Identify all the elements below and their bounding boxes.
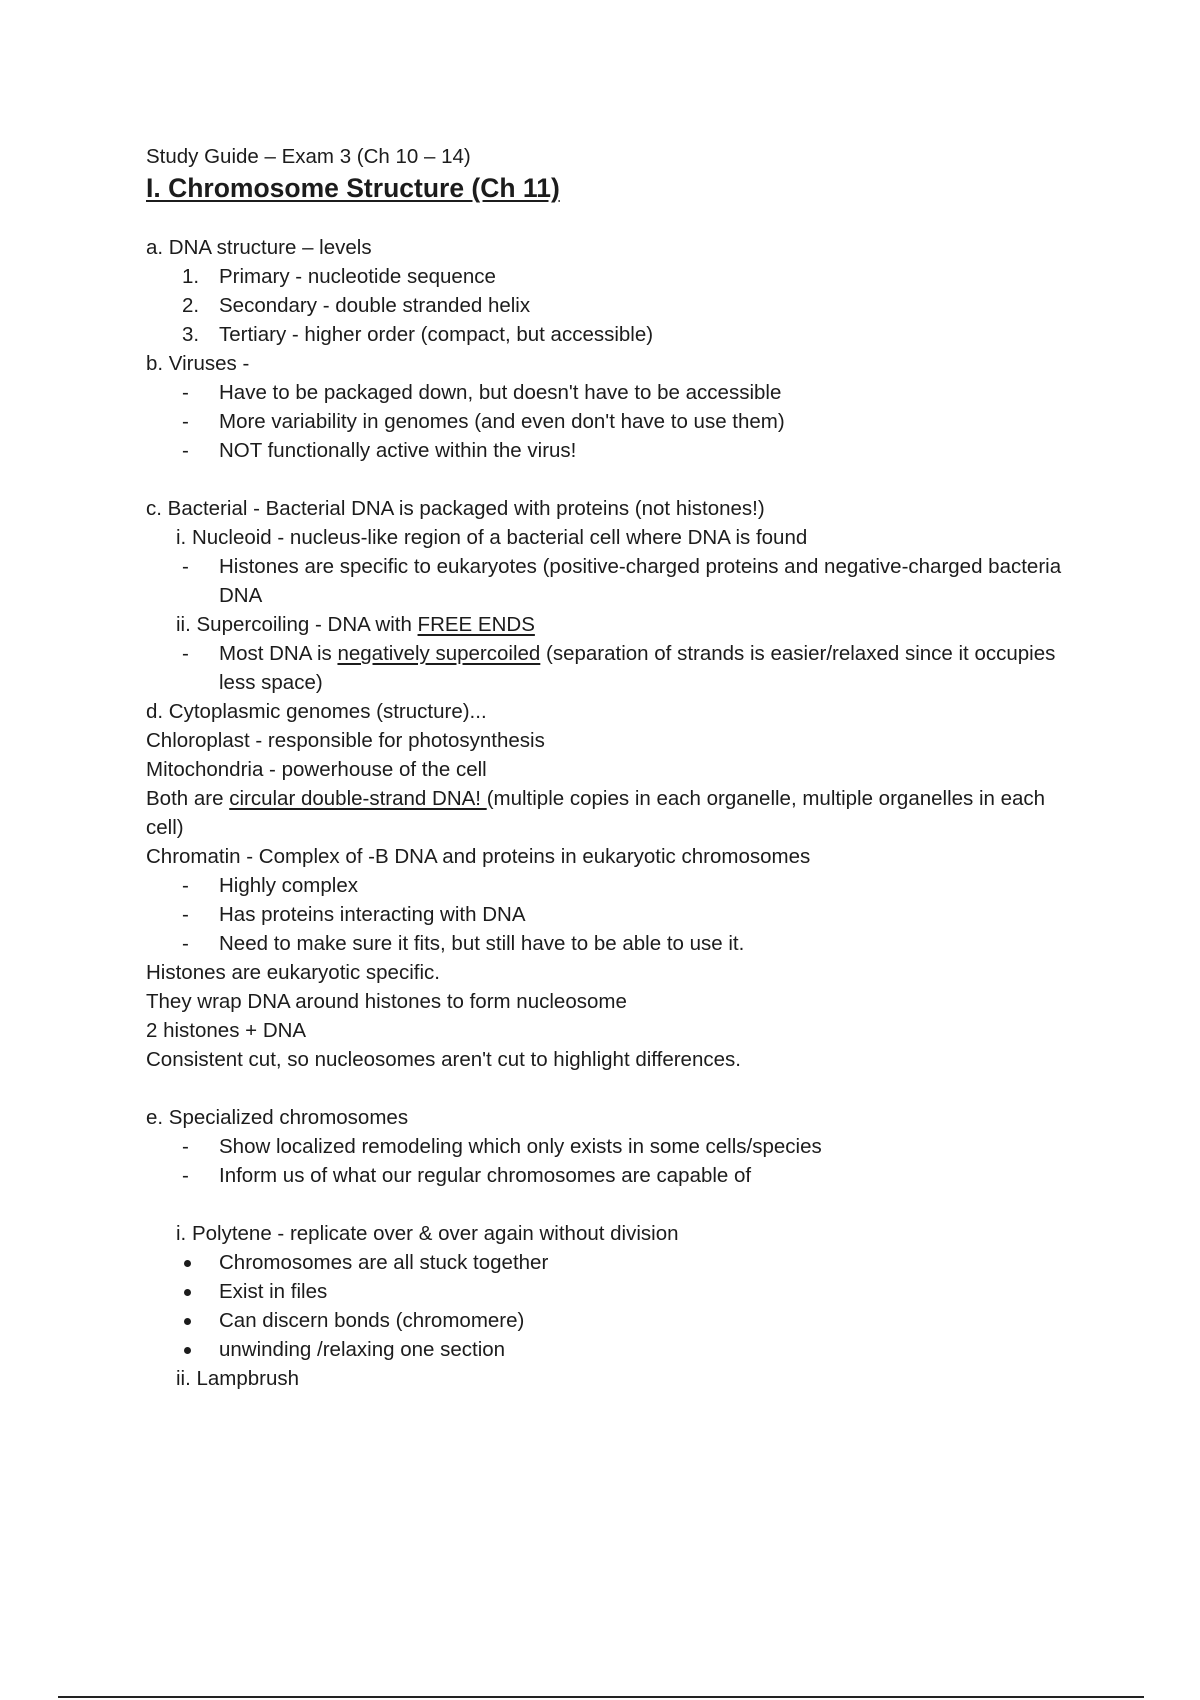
nucleoid-line: i. Nucleoid - nucleus-like region of a bacterial cell where DNA is found — [176, 526, 808, 549]
mitochondria-line: Mitochondria - powerhouse of the cell — [146, 758, 487, 781]
spacer — [146, 1190, 1086, 1219]
spacer — [146, 1074, 1086, 1103]
chromatin-line: Chromatin - Complex of -B DNA and proteins in eukaryotic chromosomes — [146, 845, 811, 868]
both-text-post: (multiple copies in each organelle, multiple organelles in each cell) — [146, 787, 1046, 839]
bullet-dot-icon — [184, 1289, 191, 1296]
polytene-line: i. Polytene - replicate over & over again without division — [176, 1222, 679, 1245]
item-text: unwinding /relaxing one section — [219, 1338, 506, 1361]
dash-item — [146, 552, 1086, 610]
item-text: NOT functionally active within the virus! — [219, 439, 577, 462]
numbered-item — [146, 262, 1086, 291]
dash-marker: - — [182, 874, 189, 897]
section-e-heading: e. Specialized chromosomes — [146, 1106, 409, 1129]
supercoiling-text: ii. Supercoiling - DNA with — [176, 613, 418, 636]
item-text: Need to make sure it fits, but still have to be able to use it. — [219, 932, 745, 955]
lampbrush-line: ii. Lampbrush — [176, 1367, 300, 1390]
both-circular-line — [146, 784, 1086, 842]
item-text: Secondary - double stranded helix — [219, 294, 531, 317]
dash-marker: - — [182, 642, 189, 665]
supercoiling-line — [146, 610, 1086, 639]
dash-item — [146, 378, 1086, 407]
section-title: I. Chromosome Structure (Ch 11) — [146, 173, 560, 203]
item-text: Highly complex — [219, 874, 358, 897]
free-ends-underlined: FREE ENDS — [417, 613, 535, 636]
section-a-heading: a. DNA structure – levels — [146, 236, 372, 259]
item-text: Tertiary - higher order (compact, but accessible) — [219, 323, 654, 346]
numbered-item — [146, 320, 1086, 349]
dash-item — [146, 436, 1086, 465]
dash-marker: - — [182, 1135, 189, 1158]
item-text: Can discern bonds (chromomere) — [219, 1309, 525, 1332]
item-text: Primary - nucleotide sequence — [219, 265, 496, 288]
item-number: 2. — [182, 294, 200, 317]
dash-item — [146, 1132, 1086, 1161]
dash-marker: - — [182, 381, 189, 404]
spacer — [146, 465, 1086, 494]
bullet-item — [146, 1248, 1086, 1277]
dash-item — [146, 639, 1086, 697]
two-histones-line: 2 histones + DNA — [146, 1019, 307, 1042]
item-text: More variability in genomes (and even don't have to use them) — [219, 410, 785, 433]
item-text: Have to be packaged down, but doesn't have to be accessible — [219, 381, 782, 404]
item-text: Has proteins interacting with DNA — [219, 903, 526, 926]
document-header: Study Guide – Exam 3 (Ch 10 – 14) — [146, 145, 471, 168]
dash-marker: - — [182, 932, 189, 955]
bullet-item — [146, 1335, 1086, 1364]
item-number: 1. — [182, 265, 200, 288]
item-number: 3. — [182, 323, 200, 346]
consistent-cut-line: Consistent cut, so nucleosomes aren't cut to highlight differences. — [146, 1048, 741, 1071]
numbered-item — [146, 291, 1086, 320]
dash-marker: - — [182, 555, 189, 578]
dash-item — [146, 929, 1086, 958]
chloroplast-line: Chloroplast - responsible for photosynthesis — [146, 729, 545, 752]
bullet-dot-icon — [184, 1260, 191, 1267]
both-text-pre: Both are — [146, 787, 230, 810]
item-text: Histones are specific to eukaryotes (positive-charged proteins and negative-charged bacteria DNA — [219, 555, 1062, 607]
bullet-item — [146, 1306, 1086, 1335]
section-d-heading: d. Cytoplasmic genomes (structure)... — [146, 700, 487, 723]
item-text: Chromosomes are all stuck together — [219, 1251, 549, 1274]
section-c-heading: c. Bacterial - Bacterial DNA is packaged with proteins (not histones!) — [146, 497, 765, 520]
page-bottom-divider — [58, 1696, 1144, 1698]
dash-marker: - — [182, 410, 189, 433]
wrap-line: They wrap DNA around histones to form nucleosome — [146, 990, 627, 1013]
bullet-item — [146, 1277, 1086, 1306]
circular-dna-underlined: circular double-strand DNA! — [229, 787, 487, 810]
item-text: Show localized remodeling which only exists in some cells/species — [219, 1135, 822, 1158]
negatively-supercoiled-underlined: negatively supercoiled — [337, 642, 541, 665]
dash-item — [146, 871, 1086, 900]
bullet-dot-icon — [184, 1347, 191, 1354]
dash-item — [146, 900, 1086, 929]
section-b-heading: b. Viruses - — [146, 352, 250, 375]
dash-item — [146, 407, 1086, 436]
dash-marker: - — [182, 903, 189, 926]
histones-line: Histones are eukaryotic specific. — [146, 961, 440, 984]
dash-marker: - — [182, 439, 189, 462]
dash-marker: - — [182, 1164, 189, 1187]
bullet-dot-icon — [184, 1318, 191, 1325]
item-text-post: (separation of strands is easier/relaxed since it occupies less space) — [219, 642, 1056, 694]
item-text: Exist in files — [219, 1280, 328, 1303]
study-guide-content — [146, 142, 1086, 1393]
item-text: Inform us of what our regular chromosomes are capable of — [219, 1164, 752, 1187]
item-text-pre: Most DNA is — [219, 642, 338, 665]
dash-item — [146, 1161, 1086, 1190]
